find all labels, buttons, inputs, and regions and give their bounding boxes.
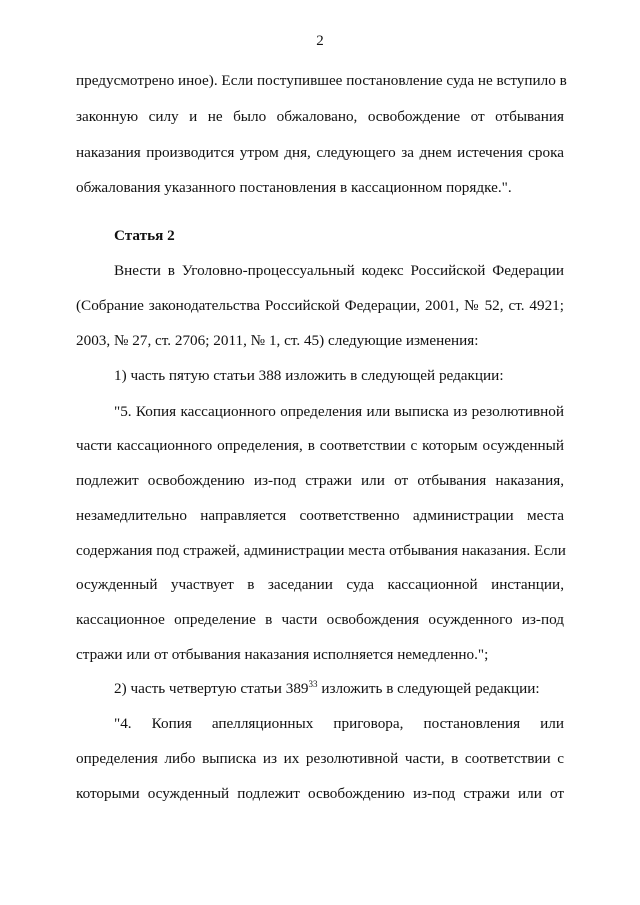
item-1: 1) часть пятую статьи 388 изложить в следующей редакции: [114, 367, 504, 384]
paragraph-1-line-1: предусмотрено иное). Если поступившее постановление суда не вступило в [76, 72, 567, 89]
paragraph-2-line-1: Внести в Уголовно-процессуальный кодекс Российской Федерации [114, 262, 564, 279]
paragraph-4-line-2: определения либо выписка из их резолютивной части, в соответствии с [76, 750, 564, 767]
paragraph-3-line-8: стражи или от отбывания наказания исполняется немедленно."; [76, 646, 489, 663]
paragraph-2-line-2: (Собрание законодательства Российской Федерации, 2001, № 52, ст. 4921; [76, 297, 564, 314]
paragraph-3-line-7: кассационное определение в части освобождения осужденного из-под [76, 611, 564, 628]
page-number: 2 [316, 33, 324, 49]
item-2-superscript: 33 [308, 679, 318, 689]
paragraph-2-line-3: 2003, № 27, ст. 2706; 2011, № 1, ст. 45) следующие изменения: [76, 332, 479, 349]
paragraph-1-line-4: обжалования указанного постановления в кассационном порядке.". [76, 179, 512, 196]
paragraph-4-line-1: "4. Копия апелляционных приговора, постановления или [114, 715, 564, 732]
item-2-text-before: 2) часть четвертую статьи 389 [114, 680, 309, 697]
paragraph-3-line-3: подлежит освобождению из-под стражи или от отбывания наказания, [76, 472, 564, 489]
item-2 [114, 679, 564, 699]
paragraph-3-line-6: осужденный участвует в заседании суда кассационной инстанции, [76, 576, 564, 593]
paragraph-3-line-2: части кассационного определения, в соответствии с которым осужденный [76, 437, 564, 454]
paragraph-3-line-1: "5. Копия кассационного определения или выписка из резолютивной [114, 403, 564, 420]
article-heading: Статья 2 [114, 227, 175, 244]
item-2-text-after: изложить в следующей редакции: [317, 680, 540, 697]
paragraph-3-line-5: содержания под стражей, администрации места отбывания наказания. Если [76, 542, 566, 559]
paragraph-1-line-2: законную силу и не было обжаловано, освобождение от отбывания [76, 108, 564, 125]
paragraph-1-line-3: наказания производится утром дня, следующего за днем истечения срока [76, 144, 564, 161]
paragraph-4-line-3: которыми осужденный подлежит освобождению из-под стражи или от [76, 785, 564, 802]
paragraph-3-line-4: незамедлительно направляется соответственно администрации места [76, 507, 564, 524]
